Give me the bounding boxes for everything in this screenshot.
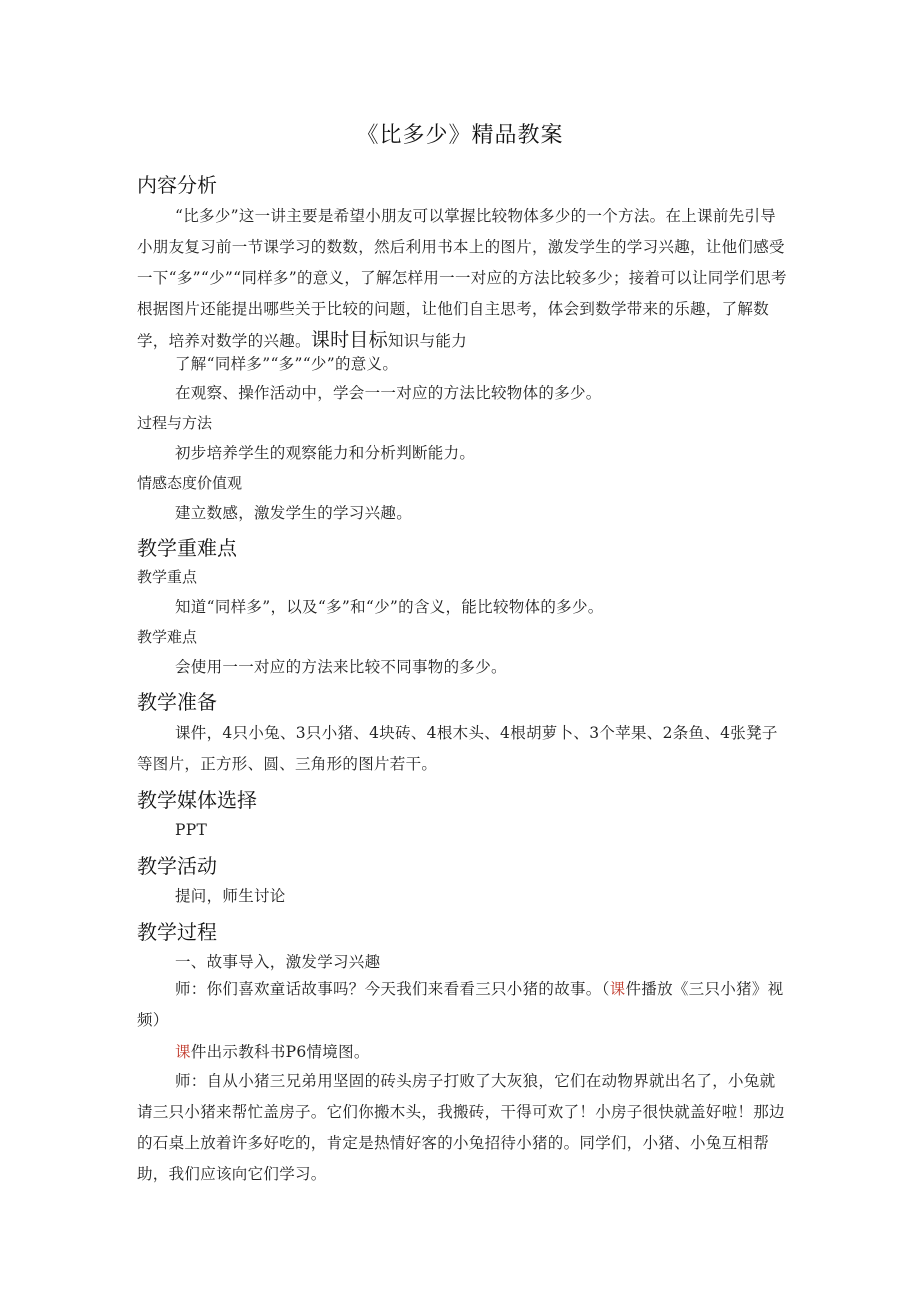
preparation-text: 课件，4只小兔、3只小猪、4块砖、4根木头、4根胡萝卜、3个苹果、2条鱼、4张凳子等图片，正方形、圆、三角形的图片若干。 — [137, 724, 778, 773]
content-analysis-paragraph — [137, 201, 787, 357]
goal-knowledge-1: 了解“同样多”“多”“少”的意义。 — [175, 355, 399, 373]
process-paragraph-2 — [175, 1040, 370, 1064]
heading-preparation: 教学准备 — [137, 690, 217, 714]
process-paragraph-1 — [137, 974, 787, 1036]
subheading-difficult-point: 教学难点 — [137, 628, 198, 646]
media-text: PPT — [175, 821, 208, 839]
subheading-emotion-values: 情感态度价值观 — [137, 474, 243, 492]
heading-activity: 教学活动 — [137, 854, 217, 878]
goal-process-text: 初步培养学生的观察能力和分析判断能力。 — [175, 444, 476, 462]
difficult-point-text: 会使用一一对应的方法来比较不同事物的多少。 — [175, 658, 507, 676]
heading-content-analysis: 内容分析 — [137, 173, 217, 197]
goal-knowledge-2: 在观察、操作活动中，学会一一对应的方法比较物体的多少。 — [175, 384, 602, 402]
process-p2-text: 件出示教科书P6情境图。 — [190, 1043, 370, 1061]
heading-lesson-goals: 课时目标 — [310, 329, 389, 351]
process-step-1: 一、故事导入，激发学习兴趣 — [175, 953, 381, 971]
process-p1-text-b: 件播放《三只小猪》视频） — [137, 980, 784, 1029]
subheading-key-point: 教学重点 — [137, 568, 198, 586]
activity-text: 提问，师生讨论 — [175, 887, 286, 905]
heading-media: 教学媒体选择 — [137, 788, 257, 812]
subheading-process-method: 过程与方法 — [137, 414, 213, 432]
heading-key-points: 教学重难点 — [137, 536, 237, 560]
heading-process: 教学过程 — [137, 920, 217, 944]
key-point-text: 知道“同样多”，以及“多”和“少”的含义，能比较物体的多少。 — [175, 598, 604, 616]
document-title: 《比多少》精品教案 — [356, 123, 564, 148]
goal-emotion-text: 建立数感，激发学生的学习兴趣。 — [175, 504, 413, 522]
process-p2-red: 课 — [175, 1043, 191, 1061]
process-paragraph-3: 师：自从小猪三兄弟用坚固的砖头房子打败了大灰狼，它们在动物界就出名了，小兔就请三只小猪来帮忙盖房子。它们你搬木头，我搬砖，干得可欢了！小房子很快就盖好啦！那边的石桌上放着许多好吃的，肯定是热情好客的小兔招待小猪的。同学们，小猪、小兔互相帮助，我们应该向它们学习。 — [137, 1072, 785, 1183]
content-analysis-text: “比多少”这一讲主要是希望小朋友可以掌握比较物体多少的一个方法。在上课前先引导小朋友复习前一节课学习的数数，然后利用书本上的图片，激发学生的学习兴趣，让他们感受一下“多”“少”“同样多”的意义，了解怎样用一一对应的方法比较多少；接着可以让同学们思考根据图片还能提出哪些关于比较的问题，让他们自主思考，体会到数学带来的乐趣，了解数学，培养对数学的兴趣。 — [137, 207, 787, 350]
process-p1-red: 课 — [609, 980, 626, 998]
subheading-knowledge-ability: 知识与能力 — [388, 332, 468, 350]
process-p1-text-a: 师：你们喜欢童话故事吗？今天我们来看看三只小猪的故事。（ — [175, 980, 610, 998]
